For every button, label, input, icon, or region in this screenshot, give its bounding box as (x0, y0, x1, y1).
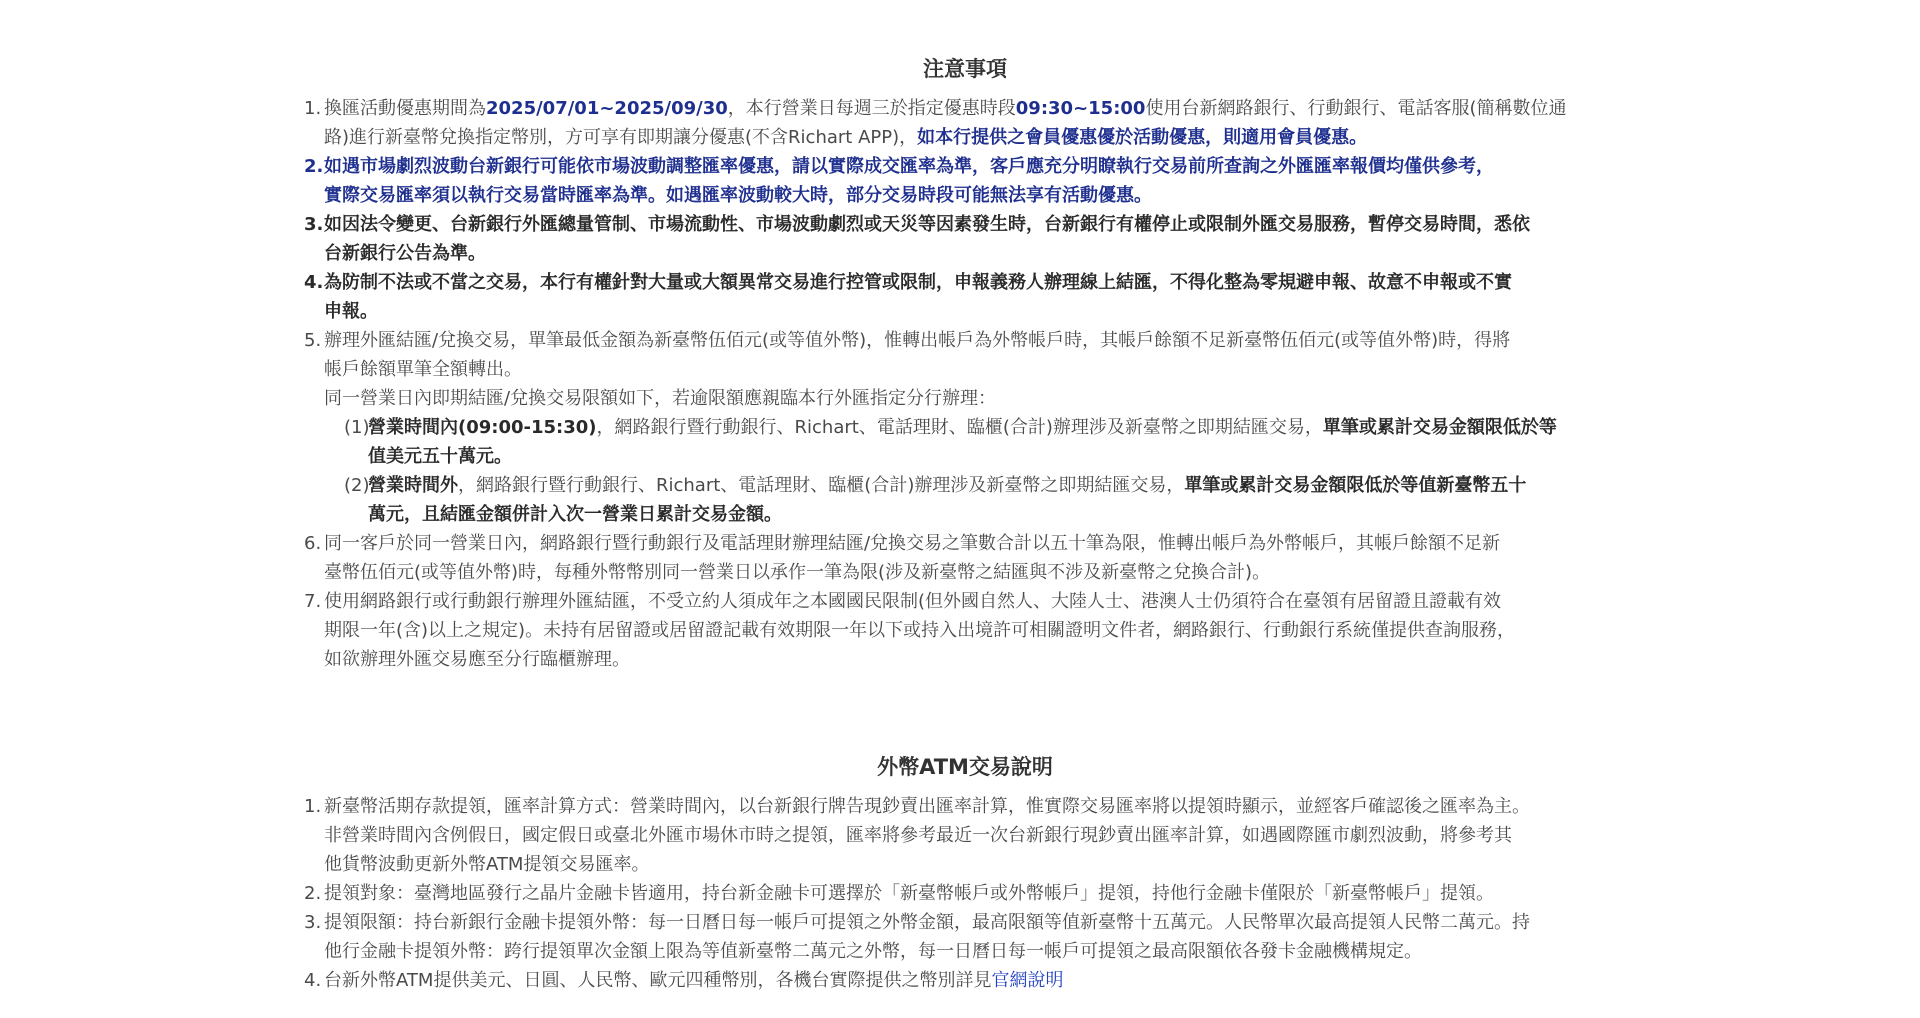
notice-item-2: 2. 如遇市場劇烈波動台新銀行可能依市場波動調整匯率優惠，請以實際成交匯率為準，客戶應充分明瞭執行交易前所查詢之外匯匯率報價均僅供參考， 實際交易匯率須以執行交易當時匯率為準。如遇匯率波動較大時，部分交易時段可能無法享有活動優惠。 (304, 156, 1494, 206)
notice-item-5: 5. 辦理外匯結匯/兌換交易，單筆最低金額為新臺幣伍佰元(或等值外幣)，惟轉出帳戶為外幣帳戶時，其帳戶餘額不足新臺幣伍佰元(或等值外幣)時，得將 帳戶餘額單筆全額轉出。 同一營業日內即期結匯/兌換交易限額如下，若逾限額應親臨本行外匯指定分行辦理： (1) 營業時間內(09:00-15:30)，網路銀行暨行動銀行、Richart、電話理財、臨櫃(合計)辦理涉及新臺幣之即期結匯交易，單筆或累計交易金額限低於等 值美元五十萬元。 (2) 營業時間外，網路銀行暨行動銀行、Richart、電話理財、臨櫃(合計)辦理涉及新臺幣之即期結匯交易，單筆或累計交易金額限低於等值新臺幣五十 萬元，且結匯金額併計入次一營業日累計交易金額。 (304, 326, 1626, 529)
promo-time: 09:30~15:00 (1015, 98, 1146, 119)
promo-period: 2025/07/01~2025/09/30 (486, 98, 728, 119)
notice-item-3: 3. 如因法令變更、台新銀行外匯總量管制、市場流動性、市場波動劇烈或天災等因素發生時，台新銀行有權停止或限制外匯交易服務，暫停交易時間，悉依 台新銀行公告為準。 (304, 214, 1530, 264)
notice-item-1: 1. 換匯活動優惠期間為2025/07/01~2025/09/30，本行營業日每週三於指定優惠時段09:30~15:00使用台新網路銀行、行動銀行、電話客服(簡稱數位通 路)進行新臺幣兌換指定幣別，方可享有即期讓分優惠(不含Richart APP)，如本行提供之會員優惠優於活動優惠，則適用會員優惠。 (304, 98, 1567, 148)
limit-after-hours: (2) 營業時間外，網路銀行暨行動銀行、Richart、電話理財、臨櫃(合計)辦理涉及新臺幣之即期結匯交易，單筆或累計交易金額限低於等值新臺幣五十 萬元，且結匯金額併計入次一營業日累計交易金額。 (344, 475, 1527, 525)
notice-list (304, 94, 1626, 674)
atm-section (304, 752, 1626, 995)
atm-list (304, 792, 1626, 995)
atm-item-2: 2. 提領對象：臺灣地區發行之晶片金融卡皆適用，持台新金融卡可選擇於「新臺幣帳戶或外幣帳戶」提領，持他行金融卡僅限於「新臺幣帳戶」提領。 (304, 883, 1494, 904)
atm-item-1: 1. 新臺幣活期存款提領，匯率計算方式：營業時間內，以台新銀行牌告現鈔賣出匯率計算，惟實際交易匯率將以提領時顯示，並經客戶確認後之匯率為主。 非營業時間內含例假日，國定假日或臺北外匯市場休市時之提領，匯率將參考最近一次台新銀行現鈔賣出匯率計算，如遇國際匯市劇烈波動，將參考其 他貨幣波動更新外幣ATM提領交易匯率。 (304, 796, 1530, 875)
notice-section (304, 54, 1626, 674)
limit-business-hours: (1) 營業時間內(09:00-15:30)，網路銀行暨行動銀行、Richart、電話理財、臨櫃(合計)辦理涉及新臺幣之即期結匯交易，單筆或累計交易金額限低於等 值美元五十萬元。 (344, 417, 1557, 467)
atm-item-4: 4. 台新外幣ATM提供美元、日圓、人民幣、歐元四種幣別，各機台實際提供之幣別詳見官網說明 (304, 970, 1064, 991)
notice-item-6: 6. 同一客戶於同一營業日內，網路銀行暨行動銀行及電話理財辦理結匯/兌換交易之筆數合計以五十筆為限，惟轉出帳戶為外幣帳戶，其帳戶餘額不足新 臺幣伍佰元(或等值外幣)時，每種外幣幣別同一營業日以承作一筆為限(涉及新臺幣之結匯與不涉及新臺幣之兌換合計)。 (304, 533, 1501, 583)
notice-item-7: 7. 使用網路銀行或行動銀行辦理外匯結匯，不受立約人須成年之本國國民限制(但外國自然人、大陸人士、港澳人士仍須符合在臺領有居留證且證載有效 期限一年(含)以上之規定)。未持有居留證或居留證記載有效期限一年以下或持入出境許可相關證明文件者，網路銀行、行動銀行系統僅提供查詢服務， 如欲辦理外匯交易應至分行臨櫃辦理。 (304, 591, 1516, 670)
official-site-link[interactable]: 官網說明 (991, 970, 1064, 991)
atm-item-3: 3. 提領限額：持台新銀行金融卡提領外幣：每一日曆日每一帳戶可提領之外幣金額，最高限額等值新臺幣十五萬元。人民幣單次最高提領人民幣二萬元。持 他行金融卡提領外幣：跨行提領單次金額上限為等值新臺幣二萬元之外幣，每一日曆日每一帳戶可提領之最高限額依各發卡金融機構規定。 (304, 912, 1530, 962)
atm-title: 外幣ATM交易說明 (877, 755, 1053, 779)
notice-item-4: 4. 為防制不法或不當之交易，本行有權針對大量或大額異常交易進行控管或限制，申報義務人辦理線上結匯，不得化整為零規避申報、故意不申報或不實 申報。 (304, 272, 1512, 322)
notice-title: 注意事項 (923, 57, 1007, 81)
